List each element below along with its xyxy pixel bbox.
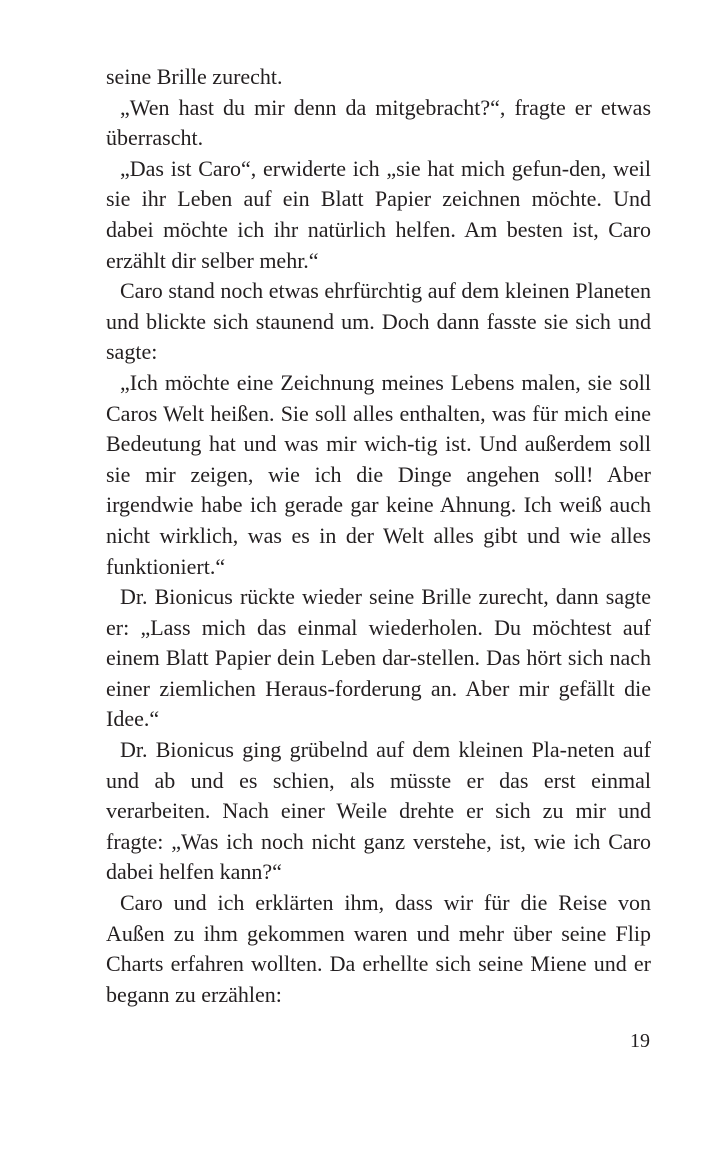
paragraph: „Wen hast du mir denn da mitgebracht?“, fragte er etwas überrascht. — [106, 94, 651, 151]
body-text — [106, 62, 651, 1010]
paragraph: Dr. Bionicus rückte wieder seine Brille zurecht, dann sagte er: „Lass mich das einmal wiederholen. Du möchtest auf einem Blatt Papier dein Leben dar-stellen. Das hört sich nach einer ziemlichen Heraus-forderung an. Aber mir gefällt die Idee.“ — [106, 584, 651, 732]
paragraph: „Ich möchte eine Zeichnung meines Lebens malen, sie soll Caros Welt heißen. Sie soll alles enthalten, was für mich eine Bedeutung hat und was mir wich-tig ist. Und außerdem soll sie mir zeigen, wie ich die Dinge angehen soll! Aber irgendwie habe ich gerade gar keine Ahnung. Ich weiß auch nicht wirklich, was es in der Welt alles gibt und wie alles funktioniert.“ — [106, 369, 651, 579]
page-number: 19 — [630, 1030, 650, 1052]
paragraph: Caro stand noch etwas ehrfürchtig auf dem kleinen Planeten und blickte sich staunend um. Doch dann fasste sie sich und sagte: — [106, 278, 651, 365]
paragraph: Dr. Bionicus ging grübelnd auf dem kleinen Pla-neten auf und ab und es schien, als müsste er das erst einmal verarbeiten. Nach einer Weile drehte er sich zu mir und fragte: „Was ich noch nicht ganz verstehe, ist, wie ich Caro dabei helfen kann?“ — [106, 737, 651, 885]
paragraph: „Das ist Caro“, erwiderte ich „sie hat mich gefun-den, weil sie ihr Leben auf ein Blatt Papier zeichnen möchte. Und dabei möchte ich ihr natürlich helfen. Am besten ist, Caro erzählt dir selber mehr.“ — [106, 155, 651, 273]
paragraph: seine Brille zurecht. — [106, 64, 283, 89]
paragraph: Caro und ich erklärten ihm, dass wir für die Reise von Außen zu ihm gekommen waren und mehr über seine Flip Charts erfahren wollten. Da erhellte sich seine Miene und er begann zu erzählen: — [106, 890, 651, 1007]
